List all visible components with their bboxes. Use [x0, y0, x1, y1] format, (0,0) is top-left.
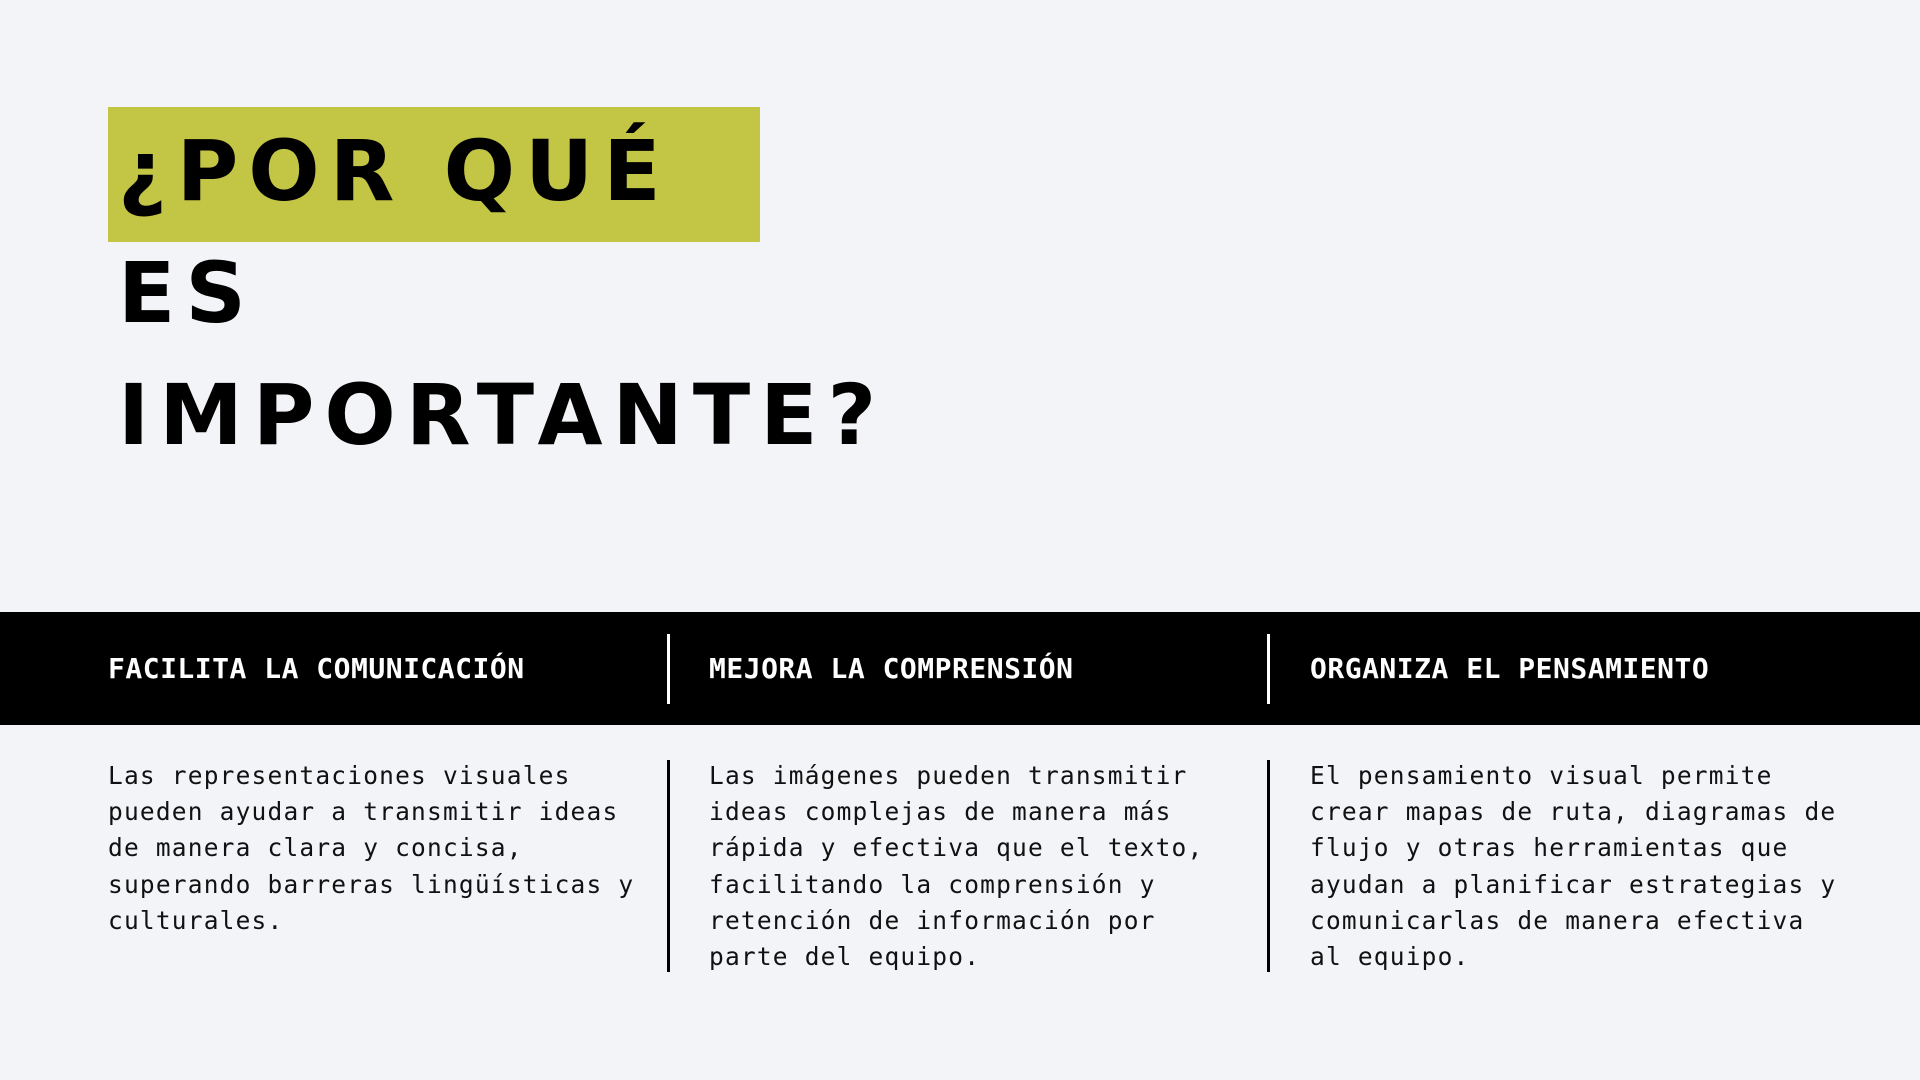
column-heading-pensamiento: ORGANIZA EL PENSAMIENTO	[1310, 652, 1710, 685]
column-body-comunicacion: Las representaciones visuales pueden ayudar a transmitir ideas de manera clara y concisa, superando barreras lingüísticas y culturales.	[108, 761, 635, 935]
column-body-comprension: Las imágenes pueden transmitir ideas complejas de manera más rápida y efectiva que el texto, facilitando la comprensión y retención de información por parte del equipo.	[709, 761, 1204, 972]
body-divider	[1267, 760, 1270, 972]
page-title	[118, 110, 886, 476]
column-body-pensamiento: El pensamiento visual permite crear mapas de ruta, diagramas de flujo y otras herramientas que ayudan a planificar estrategias y comunicarlas de manera efectiva al equipo.	[1310, 761, 1837, 972]
header-divider	[1267, 634, 1270, 704]
title-line-3: IMPORTANTE?	[118, 366, 887, 464]
title-line-1: ¿POR QUÉ	[118, 122, 671, 220]
column-heading-comprension: MEJORA LA COMPRENSIÓN	[709, 652, 1074, 685]
body-divider	[667, 760, 670, 972]
header-divider	[667, 634, 670, 704]
title-line-2: ES	[118, 244, 256, 342]
column-heading-comunicacion: FACILITA LA COMUNICACIÓN	[108, 652, 525, 685]
